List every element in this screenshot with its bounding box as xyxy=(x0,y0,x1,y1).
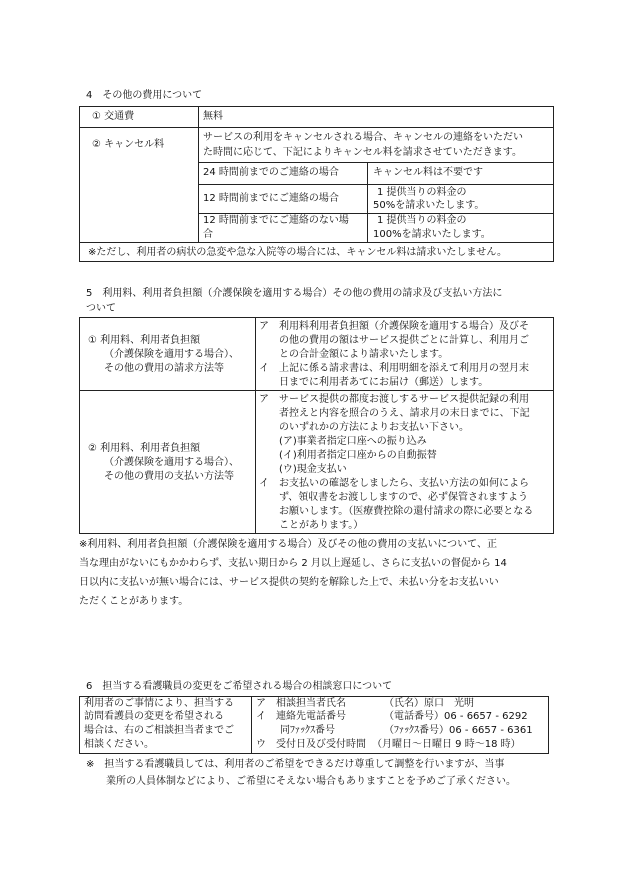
contact-person-label: ア 相談担当者氏名 xyxy=(256,698,346,709)
transport-label: ① 交通費 xyxy=(92,111,135,122)
contact-fax-number: （ﾌｧｯｸｽ番号）06 - 6657 - 6361 xyxy=(384,725,533,736)
transport-value: 無料 xyxy=(203,111,223,122)
billing-item: ア 利用料利用者負担額（介護保険を適用する場合）及びそ xyxy=(259,321,529,332)
section-5-note: 当な理由がないにもかかわらず、支払い期日から 2 月以上遅延し、さらに支払いの督促から 14 xyxy=(79,558,507,569)
cancel-desc-line2: た時間に応じて、下記によりキャンセル料を請求させていただきます。 xyxy=(203,147,522,158)
contact-note-line: 訪問看護員の変更を希望される xyxy=(84,711,224,722)
contact-phone-label: イ 連絡先電話番号 xyxy=(256,711,346,722)
section-6-heading: 6 担当する看護職員の変更をご希望される場合の相談窓口について xyxy=(86,681,393,692)
payment-item: (ウ)現金支払い xyxy=(259,464,347,475)
section-4-heading: 4 その他の費用について xyxy=(86,90,203,101)
payment-item: ア サービス提供の都度お渡しするサービス提供記録の利用 xyxy=(259,394,529,405)
payment-item: (イ)利用者指定口座からの自動振替 xyxy=(259,450,437,461)
cancel-row-fee: 1 提供当りの料金の xyxy=(377,187,467,198)
contact-hours-label: ウ 受付日及び受付時間 xyxy=(256,739,366,750)
contact-note-line: 利用者のご事情により、担当する xyxy=(84,698,234,709)
cancel-row-when: 12 時間前までにご連絡の場合 xyxy=(203,193,339,204)
section-5-heading-cont: ついて xyxy=(86,303,116,314)
cancel-label: ② キャンセル料 xyxy=(92,139,165,150)
payment-item: ず、領収書をお渡ししますので、必ず保管されますよう xyxy=(259,492,528,503)
payment-item: ことがあります。） xyxy=(259,520,364,531)
cancel-row-fee: キャンセル料は不要です xyxy=(373,167,483,178)
billing-label: （介護保険を適用する場合）、 xyxy=(104,349,239,360)
cancel-row-fee: 50%を請求いたします。 xyxy=(373,200,485,211)
payment-item: 者控えと内容を照合のうえ、請求月の末日までに、下記 xyxy=(259,408,530,419)
contact-phone-number[interactable]: （電話番号）06 - 6657 - 6292 xyxy=(384,711,528,722)
contact-note-line: 場合は、右のご相談担当者までご xyxy=(84,725,234,736)
payment-item: イ お支払いの確認をしましたら、支払い方法の如何によら xyxy=(259,478,529,489)
section-6-note: ※ 担当する看護職員しては、利用者のご希望をできるだけ尊重して調整を行いますが、当事 xyxy=(86,759,505,770)
cancel-row-when: 12 時間前までにご連絡のない場 xyxy=(203,215,349,226)
billing-label: その他の費用の請求方法等 xyxy=(104,363,224,374)
billing-item: との合計金額により請求いたします。 xyxy=(259,349,449,360)
section-5-heading: 5 利用料、利用者負担額（介護保険を適用する場合）その他の費用の請求及び支払い方法に xyxy=(86,288,503,299)
billing-item: 日までに利用者あてにお届け（郵送）します。 xyxy=(259,377,489,388)
section-4-note: ※ただし、利用者の病状の急変や急な入院等の場合には、キャンセル料は請求いたしません。 xyxy=(88,247,507,258)
billing-item: の他の費用の額はサービス提供ごとに計算し、利用月ご xyxy=(259,335,529,346)
billing-label: ① 利用料、利用者負担額 xyxy=(88,335,201,346)
contact-fax-label: 同ﾌｧｯｸｽ番号 xyxy=(280,725,335,736)
payment-label: その他の費用の支払い方法等 xyxy=(104,471,234,482)
section-5-note: 日以内に支払いが無い場合には、サービス提供の契約を解除した上で、未払い分をお支払いい xyxy=(79,577,499,588)
cancel-row-fee: 1 提供当りの料金の xyxy=(377,215,467,226)
cancel-row-when: 合 xyxy=(203,229,213,240)
section-5-note: ※利用料、利用者負担額（介護保険を適用する場合）及びその他の費用の支払いについて、正 xyxy=(79,539,497,550)
payment-label: （介護保険を適用する場合）、 xyxy=(104,457,239,468)
cancel-desc-line1: サービスの利用をキャンセルされる場合、キャンセルの連絡をいただい xyxy=(203,132,523,143)
section-6-note: 業所の人員体制などにより、ご希望にそえない場合もありますことを予めご了承ください。 xyxy=(86,776,516,787)
contact-hours-value: （月曜日～日曜日 9 時～18 時） xyxy=(372,739,521,750)
section-5-note: ただくことがあります。 xyxy=(79,596,189,607)
contact-note-line: 相談ください。 xyxy=(84,739,154,750)
contact-person-name: （氏名）原口 光明 xyxy=(384,698,474,709)
payment-item: (ア)事業者指定口座への振り込み xyxy=(259,436,427,447)
payment-item: お願いします。（医療費控除の還付請求の際に必要となる xyxy=(259,506,534,517)
cancel-row-when: 24 時間前までのご連絡の場合 xyxy=(203,167,339,178)
payment-item: のいずれかの方法によりお支払い下さい。 xyxy=(259,422,469,433)
cancel-row-fee: 100%を請求いたします。 xyxy=(373,229,491,240)
billing-item: イ 上記に係る請求書は、利用明細を添えて利用月の翌月末 xyxy=(259,363,529,374)
payment-label: ② 利用料、利用者負担額 xyxy=(88,443,201,454)
